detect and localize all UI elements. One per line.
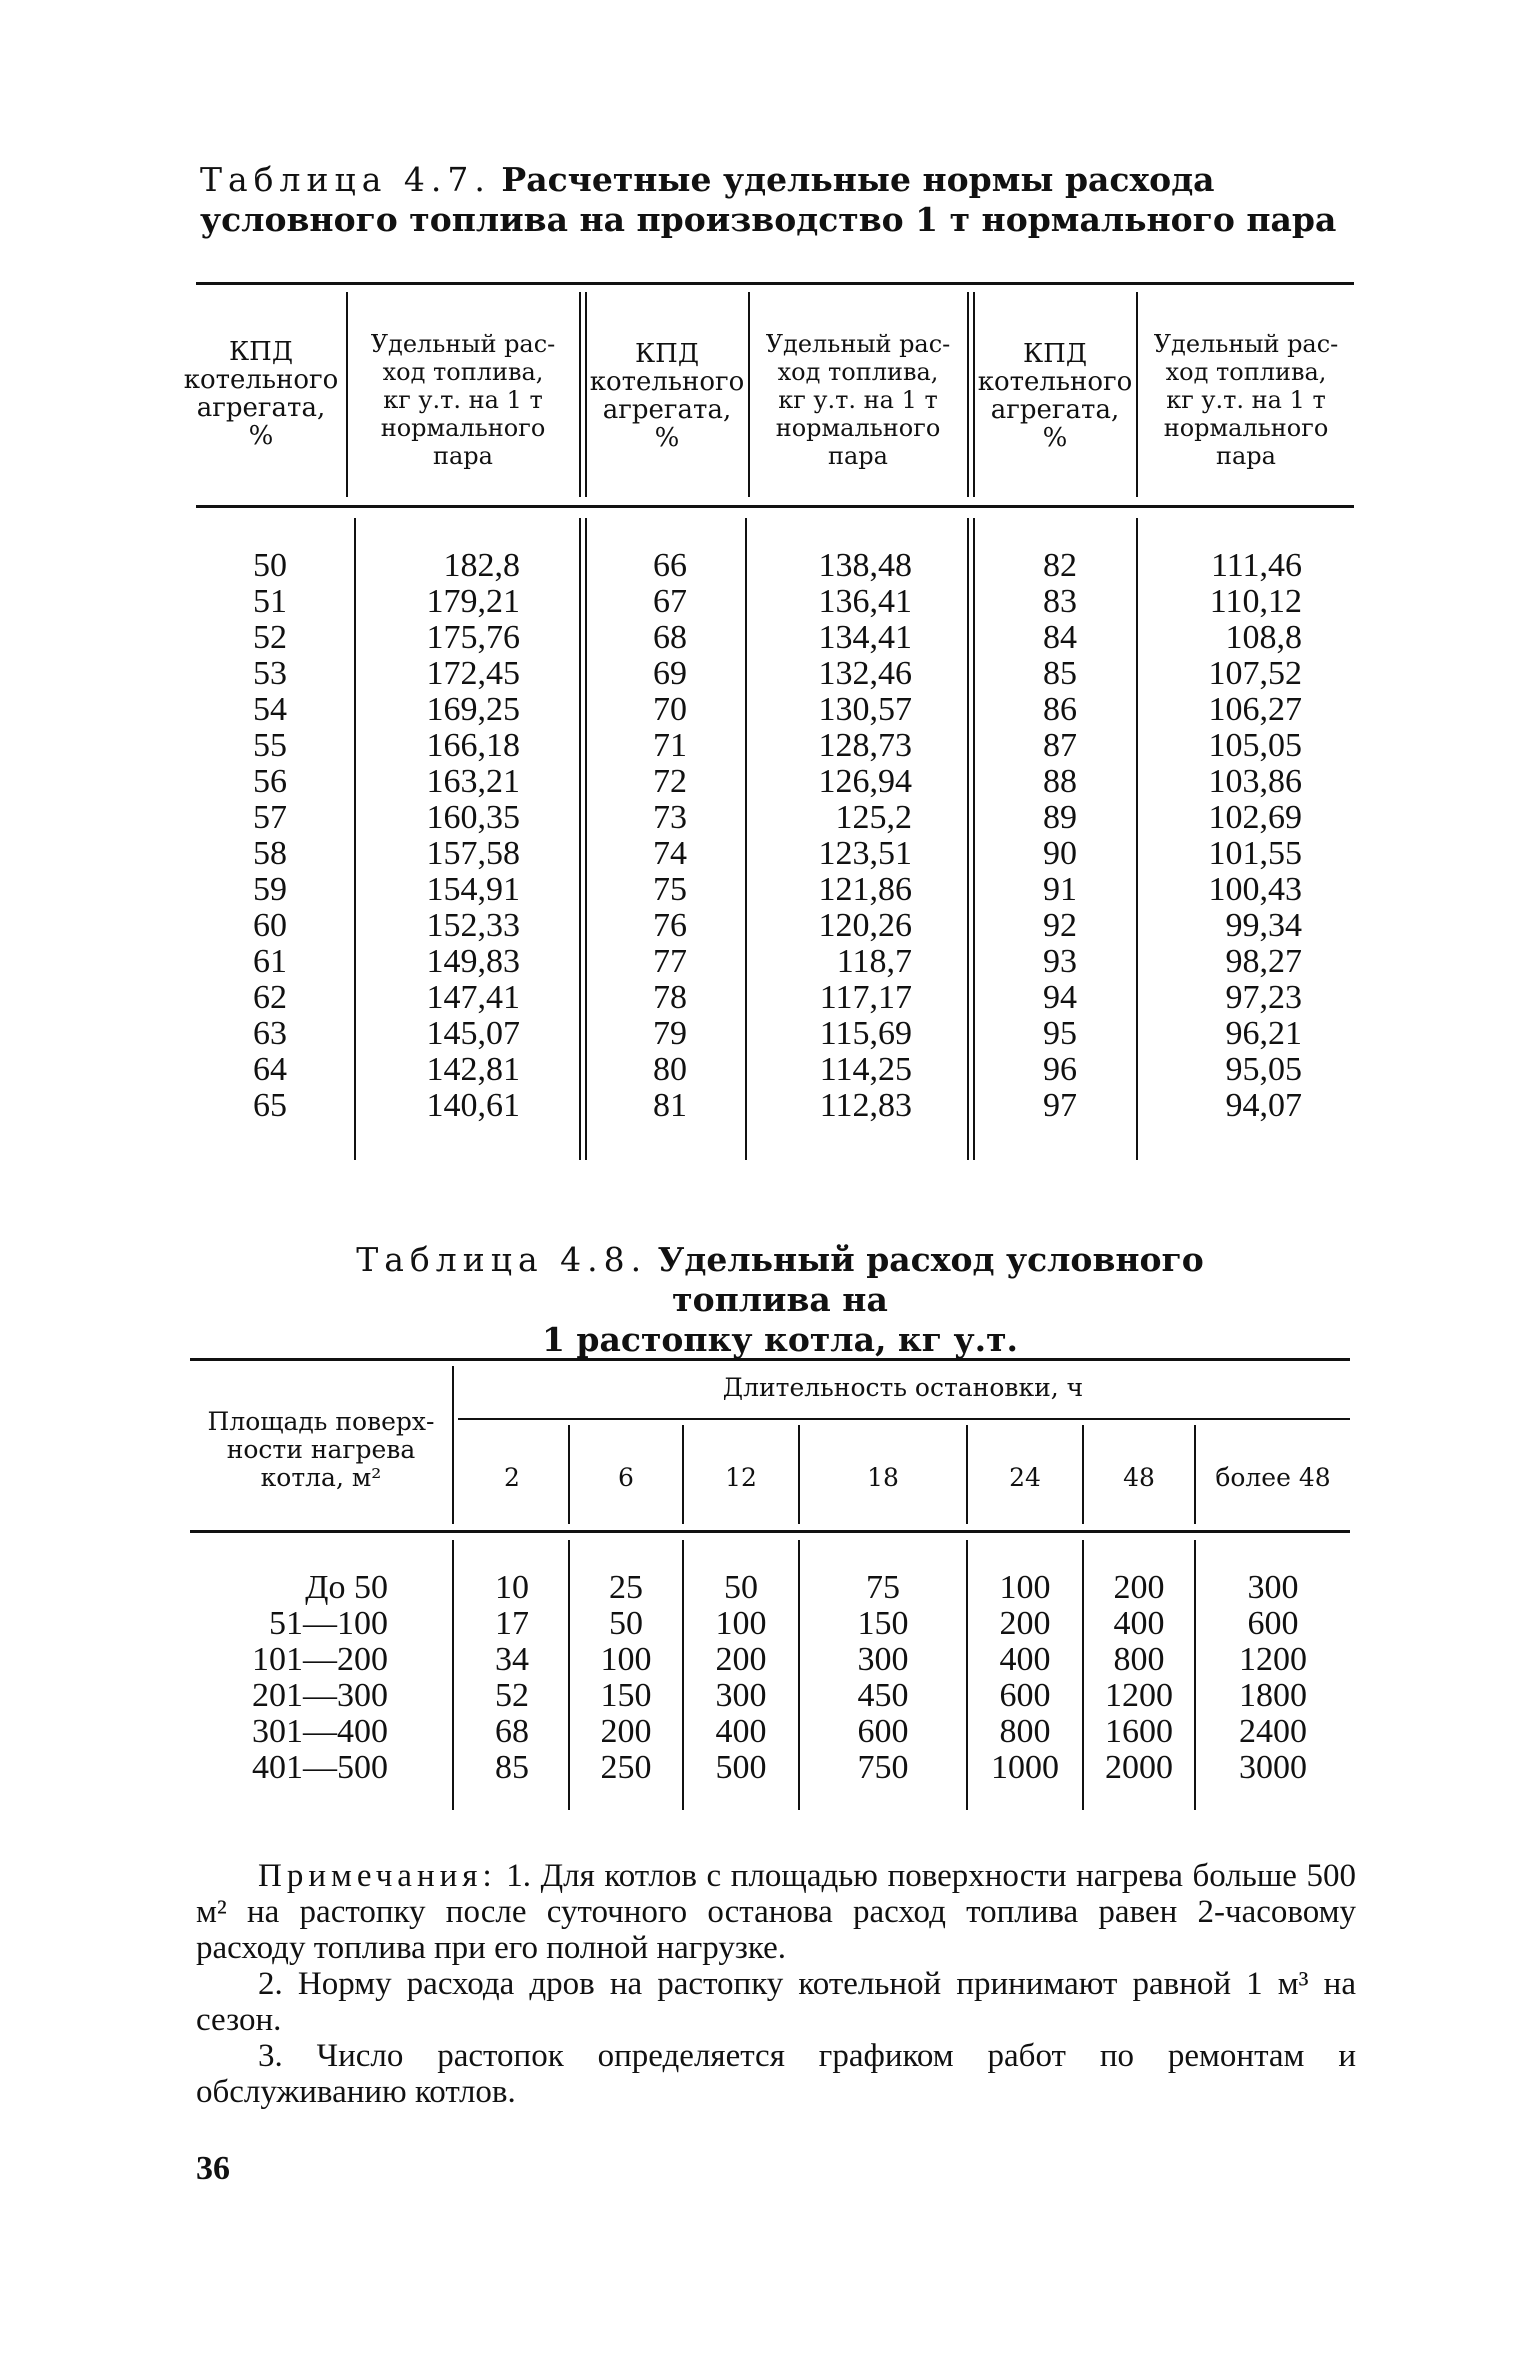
kpd-header-line: котельного — [183, 365, 339, 395]
table-cell: 300 — [857, 1641, 909, 1678]
table-cell: 82 — [1043, 547, 1077, 584]
table-cell: 25 — [609, 1569, 643, 1606]
table-cell: 94 — [1043, 979, 1077, 1016]
table-cell: 200 — [1113, 1569, 1165, 1606]
table-4-7-title — [200, 160, 1380, 240]
table-cell: 600 — [1247, 1605, 1299, 1642]
table-cell: 97 — [1043, 1087, 1077, 1124]
table-cell: 120,26 — [818, 907, 912, 944]
table-cell: 118,7 — [836, 943, 912, 980]
table-cell: 107,52 — [1208, 655, 1302, 692]
rate-header-3 — [1138, 330, 1354, 470]
table-cell: 100 — [600, 1641, 652, 1678]
table-cell: 200 — [600, 1713, 652, 1750]
table-cell: 17 — [495, 1605, 529, 1642]
table-cell: 52 — [495, 1677, 529, 1714]
area-column — [200, 1570, 388, 1786]
table-cell: 400 — [1113, 1605, 1165, 1642]
table-4-7-vrule — [973, 518, 975, 1160]
table-cell: 157,58 — [426, 835, 520, 872]
table-4-8-top-rule — [190, 1358, 1350, 1361]
rate-header-line: кг у.т. на 1 т — [1166, 386, 1326, 414]
duration-cell: 2 — [504, 1463, 520, 1492]
kpd-header-line: котельного — [977, 367, 1133, 397]
rate-header-line: нормального — [775, 414, 941, 442]
table-cell: 74 — [653, 835, 687, 872]
table-4-7-vrule — [1136, 518, 1138, 1160]
rate-header-line: пара — [828, 442, 888, 470]
rate-header-line: Удельный рас- — [1153, 330, 1339, 358]
duration-cell: 6 — [618, 1463, 634, 1492]
rate-column-1 — [380, 548, 520, 1124]
table-cell: 59 — [253, 871, 287, 908]
value-column-over-48h — [1196, 1570, 1350, 1786]
table-cell: 57 — [253, 799, 287, 836]
table-cell: 92 — [1043, 907, 1077, 944]
table-cell: 54 — [253, 691, 287, 728]
table-cell: 125,2 — [835, 799, 912, 836]
value-column-48h — [1084, 1570, 1194, 1786]
kpd-header-line: агрегата, — [602, 395, 732, 425]
table-cell: 64 — [253, 1051, 287, 1088]
table-cell: 132,46 — [818, 655, 912, 692]
table-cell: 102,69 — [1208, 799, 1302, 836]
kpd-column-3 — [1010, 548, 1110, 1124]
table-4-7-vrule — [579, 518, 581, 1160]
table-cell: 201—300 — [252, 1677, 388, 1714]
table-cell: 96,21 — [1225, 1015, 1302, 1052]
table-cell: 100 — [999, 1569, 1051, 1606]
table-cell: 1200 — [1239, 1641, 1307, 1678]
value-column-18h — [800, 1570, 966, 1786]
table-cell: 105,05 — [1208, 727, 1302, 764]
kpd-header-line: агрегата, — [990, 395, 1120, 425]
table-cell: 79 — [653, 1015, 687, 1052]
table-cell: 112,83 — [819, 1087, 912, 1124]
table-cell: 800 — [1113, 1641, 1165, 1678]
table-4-7-vrule — [745, 518, 747, 1160]
table-cell: 93 — [1043, 943, 1077, 980]
area-header-line: ности нагрева — [226, 1435, 416, 1464]
table-cell: 250 — [600, 1749, 652, 1786]
kpd-header-line: % — [654, 423, 680, 453]
table-cell: 75 — [653, 871, 687, 908]
table-cell: 34 — [495, 1641, 529, 1678]
table-cell: 200 — [715, 1641, 767, 1678]
rate-header-line: ход топлива, — [777, 358, 939, 386]
table-4-7-header-rule — [196, 505, 1354, 508]
duration-cell: 48 — [1123, 1463, 1155, 1492]
table-cell: 85 — [1043, 655, 1077, 692]
table-cell: 61 — [253, 943, 287, 980]
table-cell: 95,05 — [1225, 1051, 1302, 1088]
table-cell: 169,25 — [426, 691, 520, 728]
table-cell: 600 — [999, 1677, 1051, 1714]
table-cell: 450 — [857, 1677, 909, 1714]
table-cell: 58 — [253, 835, 287, 872]
table-cell: 149,83 — [426, 943, 520, 980]
duration-cell: 18 — [867, 1463, 899, 1492]
table-cell: 88 — [1043, 763, 1077, 800]
kpd-column-2 — [620, 548, 720, 1124]
table-cell: 145,07 — [426, 1015, 520, 1052]
table-cell: 94,07 — [1225, 1087, 1302, 1124]
notes — [196, 1858, 1356, 2110]
kpd-header-line: КПД — [635, 339, 699, 369]
table-cell: 67 — [653, 583, 687, 620]
duration-cell: 12 — [725, 1463, 757, 1492]
table-cell: 2400 — [1239, 1713, 1307, 1750]
table-cell: 84 — [1043, 619, 1077, 656]
table-cell: 51—100 — [269, 1605, 388, 1642]
table-cell: 163,21 — [426, 763, 520, 800]
table-cell: 200 — [999, 1605, 1051, 1642]
table-4-7-vrule — [354, 518, 356, 1160]
kpd-header-line: агрегата, — [196, 393, 326, 423]
table-4-7-caption: Расчетные удельные нормы расхода условного топлива на производство 1 т нормального пара — [200, 160, 1337, 239]
note-1-text: 1. Для котлов с площадью поверхности нагрева больше 500 м² на растопку после суточного останова расход топлива равен 2-часовому расходу топлива при его полной нагрузке. — [196, 1858, 1357, 1966]
table-cell: 142,81 — [426, 1051, 520, 1088]
table-cell: 101—200 — [252, 1641, 388, 1678]
table-cell: 86 — [1043, 691, 1077, 728]
table-cell: 106,27 — [1208, 691, 1302, 728]
area-header-line: Площадь поверх- — [207, 1407, 435, 1436]
table-cell: 10 — [495, 1569, 529, 1606]
table-4-7-label: Таблица 4.7. — [200, 160, 491, 199]
table-cell: 50 — [724, 1569, 758, 1606]
table-cell: 123,51 — [818, 835, 912, 872]
page-number: 36 — [196, 2150, 230, 2187]
table-cell: 111,46 — [1211, 547, 1302, 584]
table-4-8-duration-rule — [458, 1418, 1350, 1420]
table-cell: 154,91 — [426, 871, 520, 908]
table-cell: 175,76 — [426, 619, 520, 656]
table-cell: 55 — [253, 727, 287, 764]
kpd-header-line: КПД — [1023, 339, 1087, 369]
rate-header-line: кг у.т. на 1 т — [778, 386, 938, 414]
value-column-12h — [684, 1570, 798, 1786]
table-cell: 179,21 — [426, 583, 520, 620]
table-cell: 1200 — [1105, 1677, 1173, 1714]
table-cell: 76 — [653, 907, 687, 944]
table-cell: 128,73 — [818, 727, 912, 764]
duration-header: Длительность остановки, ч — [722, 1373, 1084, 1402]
area-header-line: котла, м² — [260, 1463, 382, 1492]
rate-header-line: кг у.т. на 1 т — [383, 386, 543, 414]
rate-header-line: пара — [433, 442, 493, 470]
kpd-header-line: % — [1042, 423, 1068, 453]
table-cell: 100,43 — [1208, 871, 1302, 908]
table-cell: 90 — [1043, 835, 1077, 872]
kpd-header-2 — [587, 340, 747, 452]
table-cell: 1000 — [991, 1749, 1059, 1786]
table-cell: 87 — [1043, 727, 1077, 764]
table-4-7-vrule — [967, 292, 969, 497]
table-4-7-vrule — [967, 518, 969, 1160]
table-cell: 750 — [857, 1749, 909, 1786]
table-cell: 400 — [715, 1713, 767, 1750]
table-4-8-header-rule — [190, 1530, 1350, 1533]
table-cell: 500 — [715, 1749, 767, 1786]
table-cell: 115,69 — [819, 1015, 912, 1052]
table-cell: 300 — [715, 1677, 767, 1714]
kpd-header-3 — [975, 340, 1135, 452]
table-cell: 166,18 — [426, 727, 520, 764]
table-cell: 83 — [1043, 583, 1077, 620]
table-cell: 147,41 — [426, 979, 520, 1016]
rate-header-line: нормального — [380, 414, 546, 442]
table-4-8-vrule — [452, 1540, 454, 1810]
table-cell: 89 — [1043, 799, 1077, 836]
rate-header-line: Удельный рас- — [765, 330, 951, 358]
table-cell: 117,17 — [819, 979, 912, 1016]
table-4-8-caption-line2: 1 растопку котла, кг у.т. — [541, 1320, 1019, 1359]
table-cell: 91 — [1043, 871, 1077, 908]
table-cell: 800 — [999, 1713, 1051, 1750]
notes-label: Примечания: — [258, 1858, 497, 1894]
table-cell: 99,34 — [1225, 907, 1302, 944]
table-cell: 114,25 — [819, 1051, 912, 1088]
kpd-header-line: котельного — [589, 367, 745, 397]
table-cell: 1800 — [1239, 1677, 1307, 1714]
table-cell: 300 — [1247, 1569, 1299, 1606]
table-cell: 136,41 — [818, 583, 912, 620]
rate-header-2 — [750, 330, 966, 470]
rate-header-line: нормального — [1163, 414, 1329, 442]
table-cell: 401—500 — [252, 1749, 388, 1786]
table-cell: 150 — [600, 1677, 652, 1714]
table-cell: 400 — [999, 1641, 1051, 1678]
note-2: 2. Норму расхода дров на растопку котельной принимают равной 1 м³ на сезон. — [196, 1966, 1356, 2038]
table-cell: 96 — [1043, 1051, 1077, 1088]
table-cell: 98,27 — [1225, 943, 1302, 980]
table-cell: 62 — [253, 979, 287, 1016]
table-cell: 101,55 — [1208, 835, 1302, 872]
table-cell: 68 — [653, 619, 687, 656]
table-4-7-top-rule — [196, 282, 1354, 285]
table-cell: 160,35 — [426, 799, 520, 836]
area-header — [190, 1408, 452, 1492]
table-cell: 600 — [857, 1713, 909, 1750]
table-cell: 110,12 — [1209, 583, 1302, 620]
table-cell: 80 — [653, 1051, 687, 1088]
table-cell: 100 — [715, 1605, 767, 1642]
table-cell: 134,41 — [818, 619, 912, 656]
value-column-6h — [570, 1570, 682, 1786]
rate-column-2 — [770, 548, 912, 1124]
rate-header-line: Удельный рас- — [370, 330, 556, 358]
table-cell: 75 — [866, 1569, 900, 1606]
table-cell: 2000 — [1105, 1749, 1173, 1786]
value-column-2h — [456, 1570, 568, 1786]
table-cell: 126,94 — [818, 763, 912, 800]
table-cell: 78 — [653, 979, 687, 1016]
table-cell: 138,48 — [818, 547, 912, 584]
table-cell: 121,86 — [818, 871, 912, 908]
kpd-column-1 — [220, 548, 320, 1124]
table-cell: 50 — [253, 547, 287, 584]
table-cell: 50 — [609, 1605, 643, 1642]
rate-header-line: пара — [1216, 442, 1276, 470]
table-cell: 70 — [653, 691, 687, 728]
table-cell: 3000 — [1239, 1749, 1307, 1786]
table-4-8-title — [300, 1240, 1260, 1360]
duration-cell: 24 — [1009, 1463, 1041, 1492]
table-cell: 130,57 — [818, 691, 912, 728]
table-cell: 301—400 — [252, 1713, 388, 1750]
table-4-8-vrule — [452, 1366, 454, 1524]
table-4-8-label: Таблица 4.8. — [356, 1240, 648, 1279]
rate-header-1 — [348, 330, 578, 470]
table-cell: 73 — [653, 799, 687, 836]
table-cell: 182,8 — [443, 547, 520, 584]
table-cell: 85 — [495, 1749, 529, 1786]
table-cell: До 50 — [305, 1569, 388, 1606]
kpd-header-line: КПД — [229, 337, 293, 367]
table-cell: 60 — [253, 907, 287, 944]
value-column-24h — [968, 1570, 1082, 1786]
table-cell: 52 — [253, 619, 287, 656]
table-cell: 63 — [253, 1015, 287, 1052]
table-4-7-vrule — [579, 292, 581, 497]
duration-cell: более 48 — [1215, 1463, 1331, 1492]
note-1 — [196, 1858, 1356, 1966]
table-cell: 71 — [653, 727, 687, 764]
table-cell: 68 — [495, 1713, 529, 1750]
rate-column-3 — [1160, 548, 1302, 1124]
table-cell: 51 — [253, 583, 287, 620]
table-cell: 150 — [857, 1605, 909, 1642]
table-cell: 77 — [653, 943, 687, 980]
table-4-8-caption-line1: Удельный расход условного топлива на — [657, 1240, 1204, 1319]
rate-header-line: ход топлива, — [1165, 358, 1327, 386]
table-cell: 56 — [253, 763, 287, 800]
table-cell: 72 — [653, 763, 687, 800]
table-cell: 172,45 — [426, 655, 520, 692]
table-cell: 65 — [253, 1087, 287, 1124]
table-4-7-vrule — [585, 518, 587, 1160]
rate-header-line: ход топлива, — [382, 358, 544, 386]
table-cell: 66 — [653, 547, 687, 584]
note-3: 3. Число растопок определяется графиком работ по ремонтам и обслуживанию котлов. — [196, 2038, 1356, 2110]
table-cell: 97,23 — [1225, 979, 1302, 1016]
table-cell: 95 — [1043, 1015, 1077, 1052]
table-cell: 1600 — [1105, 1713, 1173, 1750]
table-cell: 53 — [253, 655, 287, 692]
table-cell: 81 — [653, 1087, 687, 1124]
kpd-header-1 — [176, 338, 346, 450]
table-cell: 108,8 — [1225, 619, 1302, 656]
table-cell: 69 — [653, 655, 687, 692]
table-cell: 152,33 — [426, 907, 520, 944]
table-cell: 140,61 — [426, 1087, 520, 1124]
kpd-header-line: % — [248, 421, 274, 451]
table-cell: 103,86 — [1208, 763, 1302, 800]
